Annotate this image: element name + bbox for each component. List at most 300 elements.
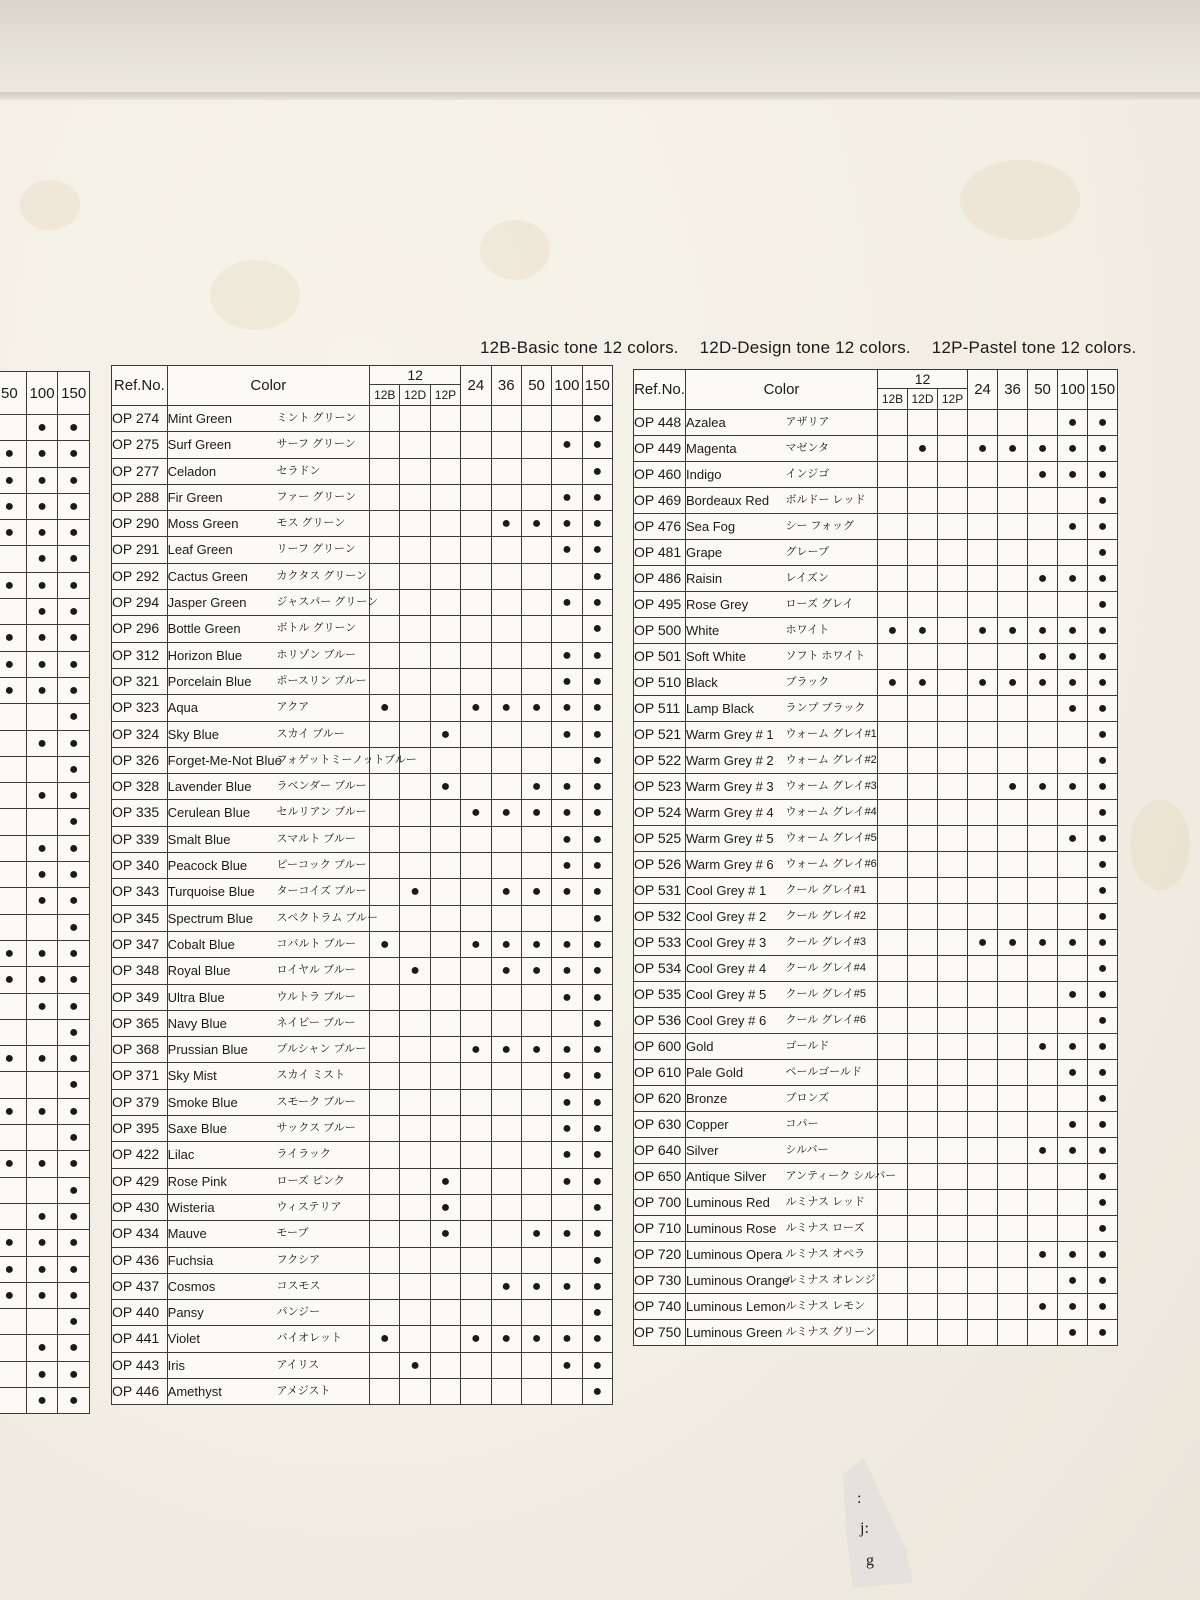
availability-50 <box>1028 1112 1058 1138</box>
color-name: Cerulean Blue <box>167 800 276 826</box>
ref-number: OP 630 <box>634 1112 686 1138</box>
availability-dot: ● <box>37 1339 47 1357</box>
availability-dot: ● <box>68 1050 79 1068</box>
availability-12b <box>878 982 908 1008</box>
availability-dot: ● <box>592 1120 603 1138</box>
table-row <box>0 1072 90 1098</box>
availability-50 <box>521 511 551 537</box>
table-row <box>112 537 613 563</box>
availability-50 <box>0 677 26 703</box>
availability-150 <box>58 493 90 519</box>
availability-12d <box>400 1378 430 1404</box>
right-color-table <box>633 369 1118 1346</box>
availability-12b <box>878 514 908 540</box>
color-name: Pansy <box>167 1300 276 1326</box>
availability-dot: ● <box>592 1067 603 1085</box>
availability-100 <box>26 1230 58 1256</box>
table-row <box>0 1309 90 1335</box>
availability-dot: ● <box>37 1391 47 1409</box>
availability-100 <box>552 642 582 668</box>
availability-150 <box>58 1256 90 1282</box>
color-name: Luminous Rose <box>686 1216 786 1242</box>
availability-dot: ● <box>68 681 79 699</box>
color-name-japanese: コスモス <box>276 1273 369 1299</box>
availability-12p <box>938 982 968 1008</box>
availability-dot: ● <box>501 935 512 953</box>
availability-12d <box>908 1164 938 1190</box>
availability-12d <box>908 800 938 826</box>
availability-dot: ● <box>4 1260 15 1278</box>
availability-150 <box>58 756 90 782</box>
availability-dot: ● <box>37 997 47 1015</box>
availability-50 <box>0 520 26 546</box>
availability-100 <box>552 1221 582 1247</box>
availability-12p <box>430 721 460 747</box>
availability-50 <box>0 940 26 966</box>
availability-dot: ● <box>68 1391 79 1409</box>
availability-50 <box>1028 1294 1058 1320</box>
availability-150 <box>582 958 612 984</box>
availability-12d <box>908 540 938 566</box>
availability-dot: ● <box>37 550 47 568</box>
table-row <box>112 1221 613 1247</box>
availability-12b <box>878 1268 908 1294</box>
availability-12d <box>908 1268 938 1294</box>
availability-dot: ● <box>37 445 47 463</box>
availability-150 <box>58 967 90 993</box>
availability-12p <box>430 1089 460 1115</box>
color-name: Warm Grey # 3 <box>686 774 786 800</box>
availability-12d <box>400 958 430 984</box>
availability-100 <box>26 1335 58 1361</box>
availability-dot: ● <box>531 1225 542 1243</box>
availability-150 <box>58 441 90 467</box>
availability-150 <box>58 1046 90 1072</box>
availability-100 <box>1058 540 1088 566</box>
availability-150 <box>58 940 90 966</box>
col-header-100: 100 <box>1058 370 1088 410</box>
color-name: Rose Pink <box>167 1168 276 1194</box>
ref-number: OP 501 <box>634 644 686 670</box>
availability-dot: ● <box>4 445 15 463</box>
availability-50 <box>521 958 551 984</box>
color-name-japanese: ルミナス ローズ <box>786 1216 878 1242</box>
availability-dot: ● <box>68 892 79 910</box>
availability-36 <box>491 668 521 694</box>
availability-24 <box>461 458 491 484</box>
availability-dot: ● <box>1097 1012 1108 1029</box>
availability-dot: ● <box>1067 1038 1078 1055</box>
availability-dot: ● <box>592 1198 603 1216</box>
availability-dot: ● <box>37 419 47 436</box>
availability-50 <box>1028 410 1058 436</box>
availability-100 <box>1058 774 1088 800</box>
availability-100 <box>26 1151 58 1177</box>
table-row <box>634 1190 1118 1216</box>
availability-36 <box>998 826 1028 852</box>
ref-number: OP 486 <box>634 566 686 592</box>
table-row <box>634 436 1118 462</box>
availability-12d <box>400 616 430 642</box>
availability-100 <box>552 563 582 589</box>
color-name: Fir Green <box>167 484 276 510</box>
availability-dot: ● <box>592 1356 603 1374</box>
color-name: Peacock Blue <box>167 853 276 879</box>
availability-50 <box>1028 930 1058 956</box>
col-header-150: 150 <box>582 366 612 406</box>
availability-50 <box>521 616 551 642</box>
availability-12b <box>370 484 400 510</box>
table-row <box>0 888 90 914</box>
availability-100 <box>552 1089 582 1115</box>
table-row <box>112 1010 613 1036</box>
availability-36 <box>998 436 1028 462</box>
availability-100 <box>1058 826 1088 852</box>
table-row <box>112 695 613 721</box>
availability-dot: ● <box>4 1102 15 1120</box>
availability-dot: ● <box>4 524 15 542</box>
availability-12b <box>370 537 400 563</box>
availability-100 <box>1058 514 1088 540</box>
availability-12b <box>370 1194 400 1220</box>
col-header-50: 50 <box>0 372 26 415</box>
table-row <box>0 1282 90 1308</box>
availability-12d <box>400 642 430 668</box>
ref-number: OP 620 <box>634 1086 686 1112</box>
availability-50 <box>0 1046 26 1072</box>
availability-150 <box>58 625 90 651</box>
color-name-japanese: サックス ブルー <box>276 1116 369 1142</box>
availability-12p <box>938 592 968 618</box>
tone-caption <box>480 338 1200 358</box>
availability-12p <box>430 958 460 984</box>
availability-12p <box>938 1060 968 1086</box>
availability-50 <box>521 1010 551 1036</box>
caption-design: 12D-Design tone 12 colors. <box>699 338 911 357</box>
availability-12p <box>430 406 460 432</box>
availability-50 <box>0 1072 26 1098</box>
availability-50 <box>521 800 551 826</box>
availability-dot: ● <box>1037 1038 1048 1055</box>
table-row <box>0 599 90 625</box>
availability-150 <box>1088 1034 1118 1060</box>
col-header-100: 100 <box>26 372 58 415</box>
ref-number: OP 323 <box>112 695 168 721</box>
availability-12b <box>370 511 400 537</box>
availability-dot: ● <box>1067 700 1078 717</box>
availability-150 <box>58 651 90 677</box>
availability-12b <box>878 540 908 566</box>
availability-12d <box>908 1216 938 1242</box>
availability-12b <box>370 800 400 826</box>
ref-number: OP 365 <box>112 1010 168 1036</box>
table-row <box>0 467 90 493</box>
availability-50 <box>0 625 26 651</box>
availability-dot: ● <box>37 471 47 489</box>
availability-dot: ● <box>37 497 47 515</box>
availability-150 <box>58 1361 90 1387</box>
availability-dot: ● <box>917 674 928 691</box>
availability-dot: ● <box>592 935 603 953</box>
table-row <box>112 879 613 905</box>
table-row <box>112 958 613 984</box>
availability-150 <box>582 721 612 747</box>
availability-100 <box>1058 644 1088 670</box>
color-name: Spectrum Blue <box>167 905 276 931</box>
availability-36 <box>491 853 521 879</box>
availability-150 <box>582 853 612 879</box>
availability-12d <box>400 590 430 616</box>
availability-100 <box>26 441 58 467</box>
availability-50 <box>521 432 551 458</box>
availability-dot: ● <box>68 603 79 621</box>
availability-dot: ● <box>531 778 542 796</box>
availability-dot: ● <box>531 883 542 901</box>
color-name: Rose Grey <box>686 592 786 618</box>
availability-12d <box>908 1242 938 1268</box>
availability-dot: ● <box>1097 596 1108 613</box>
table-row <box>112 432 613 458</box>
availability-36 <box>491 931 521 957</box>
availability-12p <box>430 1273 460 1299</box>
availability-12b <box>878 1320 908 1346</box>
ref-number: OP 290 <box>112 511 168 537</box>
color-name-japanese: プルシャン ブルー <box>276 1037 369 1063</box>
availability-12d <box>908 1060 938 1086</box>
ref-number: OP 524 <box>634 800 686 826</box>
availability-dot: ● <box>562 1067 572 1085</box>
availability-12b <box>878 852 908 878</box>
availability-dot: ● <box>1097 1194 1108 1211</box>
availability-150 <box>1088 748 1118 774</box>
availability-dot: ● <box>592 410 603 427</box>
color-name: Forget-Me-Not Blue <box>167 747 276 773</box>
availability-12d <box>400 432 430 458</box>
ref-number: OP 730 <box>634 1268 686 1294</box>
color-name: Indigo <box>686 462 786 488</box>
availability-100 <box>26 1387 58 1413</box>
availability-12b <box>878 436 908 462</box>
availability-dot: ● <box>1097 674 1108 691</box>
availability-150 <box>1088 618 1118 644</box>
availability-12b <box>878 1242 908 1268</box>
availability-50 <box>521 1089 551 1115</box>
color-name: Luminous Opera <box>686 1242 786 1268</box>
availability-12b <box>370 721 400 747</box>
availability-12d <box>400 1089 430 1115</box>
table-row <box>634 1268 1118 1294</box>
availability-dot: ● <box>440 725 451 743</box>
availability-36 <box>998 1242 1028 1268</box>
table-row <box>0 546 90 572</box>
availability-dot: ● <box>592 462 603 480</box>
table-row <box>112 800 613 826</box>
table-row <box>112 1273 613 1299</box>
availability-dot: ● <box>977 622 988 639</box>
availability-50 <box>521 537 551 563</box>
availability-dot: ● <box>1097 1298 1108 1315</box>
availability-36 <box>998 774 1028 800</box>
availability-dot: ● <box>379 935 390 953</box>
availability-12p <box>938 956 968 982</box>
availability-50 <box>0 599 26 625</box>
availability-150 <box>582 774 612 800</box>
availability-dot: ● <box>1037 622 1048 639</box>
ref-number: OP 312 <box>112 642 168 668</box>
table-row <box>112 616 613 642</box>
availability-100 <box>552 747 582 773</box>
availability-36 <box>998 1138 1028 1164</box>
availability-150 <box>1088 488 1118 514</box>
availability-50 <box>1028 1060 1058 1086</box>
availability-50 <box>521 1247 551 1273</box>
availability-36 <box>998 488 1028 514</box>
availability-24 <box>968 774 998 800</box>
availability-12p <box>430 800 460 826</box>
availability-dot: ● <box>592 1172 603 1190</box>
availability-50 <box>521 984 551 1010</box>
availability-50 <box>1028 644 1058 670</box>
availability-36 <box>998 1190 1028 1216</box>
availability-dot: ● <box>1097 934 1108 951</box>
table-row <box>634 540 1118 566</box>
table-row <box>112 1300 613 1326</box>
availability-50 <box>1028 462 1058 488</box>
ref-number: OP 640 <box>634 1138 686 1164</box>
color-name-japanese: ルミナス レモン <box>786 1294 878 1320</box>
color-name-japanese: アメジスト <box>276 1378 369 1404</box>
availability-dot: ● <box>68 1234 79 1252</box>
availability-50 <box>521 826 551 852</box>
availability-24 <box>461 931 491 957</box>
availability-24 <box>968 930 998 956</box>
availability-12b <box>878 904 908 930</box>
availability-50 <box>0 862 26 888</box>
color-name: Lamp Black <box>686 696 786 722</box>
availability-dot: ● <box>562 1146 572 1164</box>
availability-dot: ● <box>37 787 47 805</box>
table-row <box>634 1294 1118 1320</box>
availability-12b <box>878 1294 908 1320</box>
availability-dot: ● <box>1097 856 1108 873</box>
availability-12p <box>430 695 460 721</box>
availability-12d <box>400 511 430 537</box>
availability-dot: ● <box>68 629 79 647</box>
color-name: Luminous Green <box>686 1320 786 1346</box>
availability-dot: ● <box>592 725 603 743</box>
availability-dot: ● <box>562 1330 572 1348</box>
availability-36 <box>491 1168 521 1194</box>
color-name-japanese: スマルト ブルー <box>276 826 369 852</box>
table-row <box>0 783 90 809</box>
ref-number: OP 277 <box>112 458 168 484</box>
availability-dot: ● <box>592 699 603 717</box>
availability-dot: ● <box>531 962 542 980</box>
availability-dot: ● <box>1067 986 1078 1003</box>
availability-100 <box>552 432 582 458</box>
availability-dot: ● <box>1097 1168 1108 1185</box>
color-name: Smalt Blue <box>167 826 276 852</box>
availability-50 <box>1028 1320 1058 1346</box>
ref-number: OP 469 <box>634 488 686 514</box>
availability-dot: ● <box>1097 1246 1108 1263</box>
availability-100 <box>552 1326 582 1352</box>
ref-number: OP 521 <box>634 722 686 748</box>
availability-50 <box>521 695 551 721</box>
availability-12b <box>370 931 400 957</box>
table-row <box>0 651 90 677</box>
availability-dot: ● <box>1097 518 1108 535</box>
availability-150 <box>582 1063 612 1089</box>
availability-150 <box>582 1247 612 1273</box>
ref-number: OP 274 <box>112 406 168 432</box>
availability-100 <box>1058 748 1088 774</box>
ref-number: OP 441 <box>112 1326 168 1352</box>
availability-100 <box>1058 566 1088 592</box>
ref-number: OP 349 <box>112 984 168 1010</box>
table-row <box>0 730 90 756</box>
availability-12d <box>908 748 938 774</box>
availability-50 <box>0 1309 26 1335</box>
availability-150 <box>582 879 612 905</box>
availability-dot: ● <box>592 436 603 454</box>
availability-24 <box>968 592 998 618</box>
availability-36 <box>998 878 1028 904</box>
availability-150 <box>58 730 90 756</box>
availability-100 <box>26 546 58 572</box>
availability-dot: ● <box>1097 466 1108 483</box>
availability-50 <box>1028 670 1058 696</box>
availability-100 <box>26 520 58 546</box>
color-name-japanese: ボルドー レッド <box>786 488 878 514</box>
table-row <box>0 1151 90 1177</box>
color-name: Grape <box>686 540 786 566</box>
table-row <box>634 1112 1118 1138</box>
availability-12p <box>430 458 460 484</box>
availability-36 <box>998 852 1028 878</box>
ref-number: OP 430 <box>112 1194 168 1220</box>
table-row <box>112 1168 613 1194</box>
availability-dot: ● <box>68 1181 79 1199</box>
availability-50 <box>0 1282 26 1308</box>
availability-12p <box>938 1164 968 1190</box>
availability-dot: ● <box>592 1014 603 1032</box>
availability-150 <box>1088 930 1118 956</box>
availability-12d <box>400 406 430 432</box>
table-row <box>0 520 90 546</box>
availability-50 <box>0 1335 26 1361</box>
availability-24 <box>968 722 998 748</box>
availability-36 <box>491 774 521 800</box>
availability-50 <box>0 835 26 861</box>
col-header-50: 50 <box>521 366 551 406</box>
ref-number: OP 449 <box>634 436 686 462</box>
ref-number: OP 296 <box>112 616 168 642</box>
table-row <box>634 618 1118 644</box>
availability-36 <box>998 982 1028 1008</box>
color-name-japanese: コパー <box>786 1112 878 1138</box>
availability-dot: ● <box>592 1382 603 1400</box>
availability-100 <box>26 783 58 809</box>
availability-12d <box>908 982 938 1008</box>
availability-dot: ● <box>1007 440 1018 457</box>
ref-number: OP 532 <box>634 904 686 930</box>
availability-dot: ● <box>471 1330 481 1348</box>
availability-12b <box>370 432 400 458</box>
availability-24 <box>968 1086 998 1112</box>
ref-number: OP 448 <box>634 410 686 436</box>
color-name-japanese: ボトル グリーン <box>276 616 369 642</box>
